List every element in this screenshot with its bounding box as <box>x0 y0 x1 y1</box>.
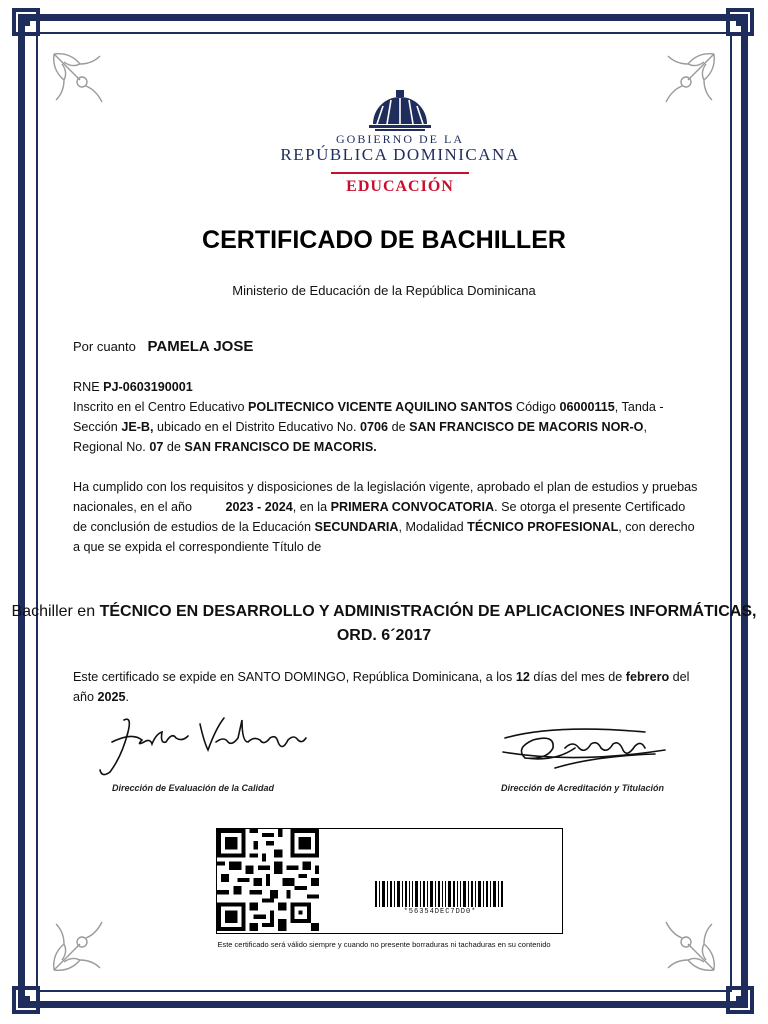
text: de <box>391 420 406 434</box>
text: , Modalidad <box>398 520 464 534</box>
recipient-prefix: Por cuanto <box>73 339 136 354</box>
degree-title <box>0 600 768 648</box>
verification-box <box>216 828 563 934</box>
rne-label: RNE <box>73 380 100 394</box>
text: , Regional No. <box>73 420 647 454</box>
signature-caption-right: Dirección de Acreditación y Titulación <box>501 783 665 793</box>
corner-ornament-icon <box>726 986 754 1014</box>
signature-caption-left: Dirección de Evaluación de la Calidad <box>112 783 275 793</box>
text: . Se otorga el presente Certificado de conclusión de estudios de la Educación <box>73 500 686 534</box>
issue-month: febrero <box>625 670 670 684</box>
modality: TÉCNICO PROFESIONAL <box>467 520 619 534</box>
regional-name: SAN FRANCISCO DE MACORIS. <box>184 440 377 454</box>
corner-ornament-icon <box>12 986 40 1014</box>
recipient-line <box>73 338 253 355</box>
education-level: SECUNDARIA <box>314 520 399 534</box>
text: ubicado en el Distrito Educativo No. <box>157 420 357 434</box>
corner-ornament-icon <box>726 8 754 36</box>
rne-value: PJ-0603190001 <box>103 380 193 394</box>
enrollment-paragraph <box>73 377 698 457</box>
district-number: 0706 <box>360 420 389 434</box>
degree-prefix: Bachiller en <box>11 603 96 620</box>
text: , Tanda - Sección <box>73 400 664 434</box>
text: , con derecho a que se expida el correspondiente Título de <box>73 520 695 554</box>
school-code: 06000115 <box>559 400 615 414</box>
text: días del mes de <box>533 670 623 684</box>
logo-divider <box>331 172 469 174</box>
issue-paragraph <box>73 667 698 707</box>
text: Este certificado se expide en SANTO DOMINGO, República Dominicana, a los <box>73 670 513 684</box>
logo-line-2: REPÚBLICA DOMINICANA <box>280 145 520 164</box>
school-name: POLITECNICO VICENTE AQUILINO SANTOS <box>248 400 513 414</box>
qr-code-icon <box>217 829 319 931</box>
ministry-subtitle: Ministerio de Educación de la República Dominicana <box>232 283 536 298</box>
certificate-title: CERTIFICADO DE BACHILLER <box>202 226 566 254</box>
text: , en la <box>292 500 328 514</box>
text: Código <box>516 400 556 414</box>
logo-line-1: GOBIERNO DE LA <box>336 132 464 146</box>
floral-ornament-icon <box>656 50 718 112</box>
text: Inscrito en el Centro Educativo <box>73 400 245 414</box>
issue-day: 12 <box>515 670 530 684</box>
recipient-name: PAMELA JOSE <box>147 338 254 355</box>
text: de <box>166 440 181 454</box>
dome-icon <box>365 90 435 132</box>
exam-call: PRIMERA CONVOCATORIA <box>330 500 495 514</box>
floral-ornament-icon <box>50 50 112 112</box>
corner-ornament-icon <box>12 8 40 36</box>
government-logo <box>255 90 545 200</box>
section-value: JE-B, <box>121 420 154 434</box>
logo-line-3: EDUCACIÓN <box>346 178 454 195</box>
fulfillment-paragraph <box>73 477 698 557</box>
validity-footnote: Este certificado será válido siempre y cuando no presente borraduras ni tachaduras en su contenido <box>217 940 551 949</box>
barcode-icon <box>375 881 505 907</box>
signature-left-icon <box>92 712 322 782</box>
district-name: SAN FRANCISCO DE MACORIS NOR-O <box>409 420 644 434</box>
degree-name: TÉCNICO EN DESARROLLO Y ADMINISTRACIÓN DE APLICACIONES INFORMÁTICAS, ORD. 6´2017 <box>99 603 757 644</box>
school-year: 2023 - 2024 <box>225 500 293 514</box>
text: . <box>125 690 130 704</box>
barcode-number: *56354DEC7DD0* <box>403 908 477 916</box>
issue-year: 2025 <box>97 690 126 704</box>
signature-right-icon <box>495 718 670 778</box>
regional-number: 07 <box>149 440 164 454</box>
text: del año <box>73 670 690 704</box>
text: Ha cumplido con los requisitos y disposiciones de la legislación vigente, aprobado el plan de estudios y pruebas nacionales, en el año <box>73 480 698 514</box>
